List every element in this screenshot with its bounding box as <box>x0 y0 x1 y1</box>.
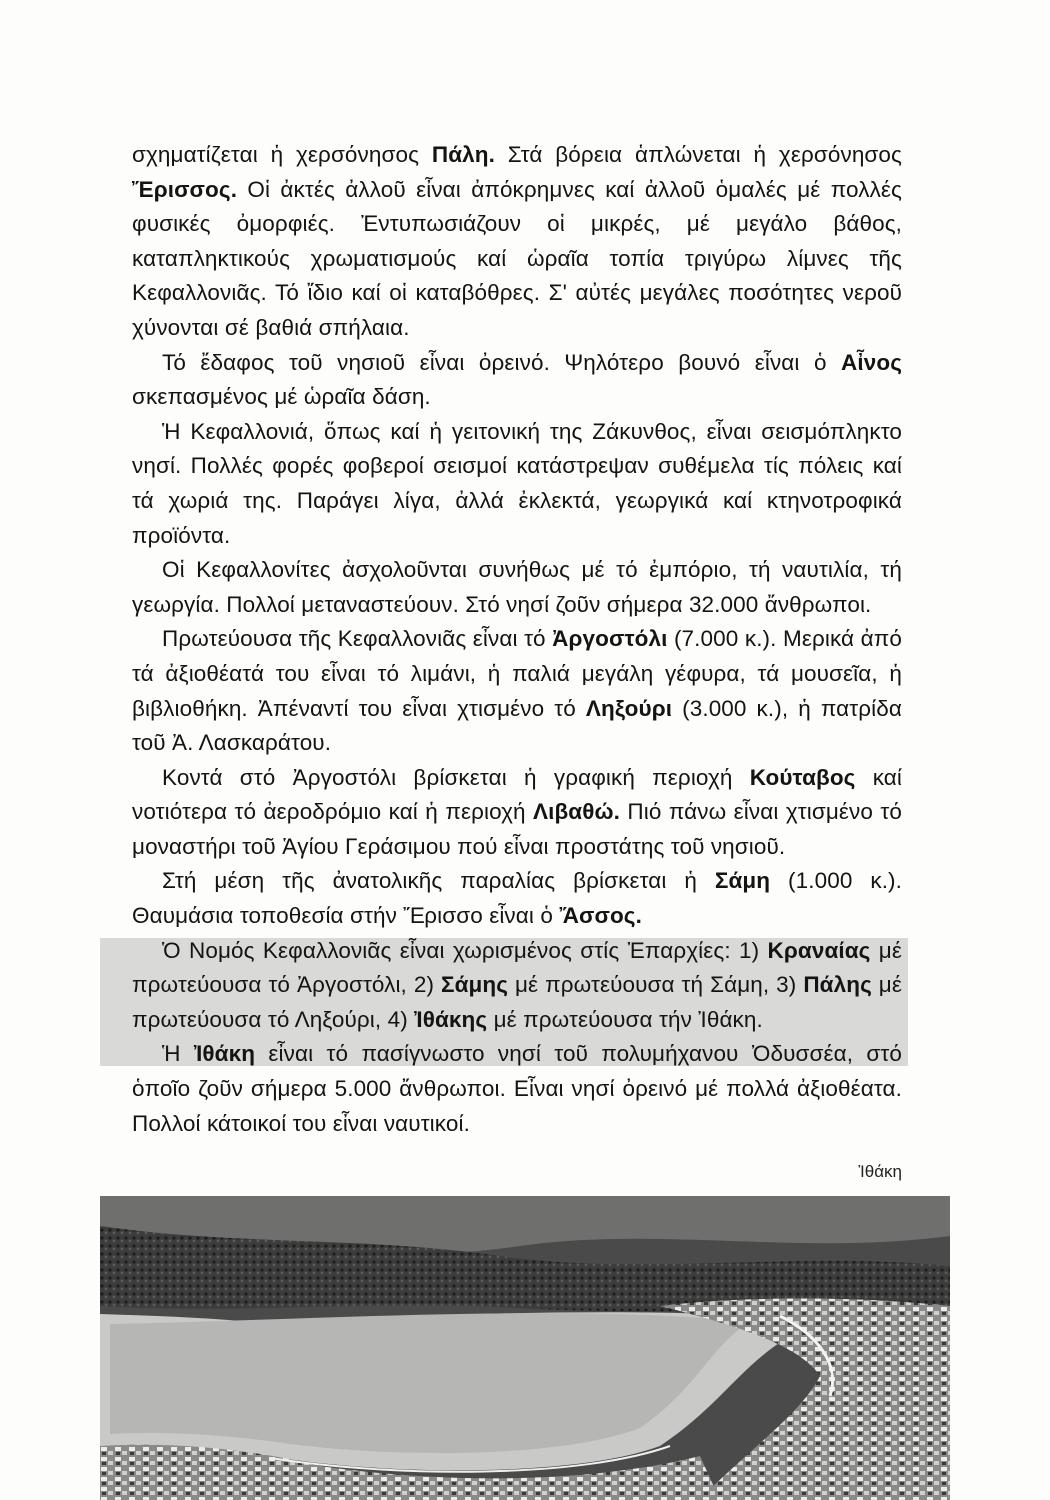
text-run: μέ πρωτεύουσα τήν Ἰθάκη. <box>487 1006 763 1032</box>
bold-term: Πάλη. <box>431 142 495 167</box>
text-run: σχηματίζεται ἡ χερσόνησος <box>132 142 432 167</box>
bold-term: Ἰθάκη <box>193 1041 256 1067</box>
paragraph-7 <box>132 864 902 933</box>
bold-term: Σάμη <box>714 868 771 894</box>
paragraph-4 <box>132 553 902 622</box>
paragraph-1 <box>132 138 902 346</box>
text-run: Οἱ ἀκτές ἀλλοῦ εἶναι ἀπόκρημνες καί ἀλλοῦ ὁμαλές μέ πολλές φυσικές ὀμορφιές. Ἐντυπωσιάζουν οἱ μικρές, μέ μεγάλο βάθος, καταπληκτικούς χρωματισμούς καί ὡραῖα τοπία τριγύρω λίμνες τῆς Κεφαλλονιᾶς. Τό ἴδιο καί οἱ καταβόθρες. Σ' αὐτές μεγάλες ποσότητες νεροῦ χύνονται σέ βαθιά σπήλαια. <box>132 176 902 340</box>
paragraph-6 <box>132 761 902 865</box>
text-run: μέ πρωτεύουσα τή Σάμη, 3) <box>508 972 804 998</box>
bold-term: Κραναίας <box>767 937 871 963</box>
text-run: Οἱ Κεφαλλονίτες ἀσχολοῦνται συνήθως μέ τό ἐμπόριο, τή ναυτιλία, τή γεωργία. Πολλοί μεταναστεύουν. Στό νησί ζοῦν σήμερα 32.000 ἄνθρωποι. <box>132 557 902 617</box>
bold-term: Σάμης <box>441 972 509 998</box>
text-block <box>132 138 902 1141</box>
text-run: Ἡ Κεφαλλονιά, ὅπως καί ἡ γειτονική της Ζάκυνθος, εἶναι σεισμόπληκτο νησί. Πολλές φορές φοβεροί σεισμοί κατάστρεψαν συθέμελα τίς πόλεις καί τά χωριά της. Παράγει λίγα, ἀλλά ἐκλεκτά, γεωργικά καί κτηνοτροφικά προϊόντα. <box>132 418 902 548</box>
paragraph-2 <box>132 346 902 415</box>
bold-term: Ἄσσος. <box>559 903 642 929</box>
bold-term: Ἀργοστόλι <box>552 626 668 652</box>
bold-term: Λιβαθώ. <box>533 799 620 825</box>
paragraph-9 <box>132 1037 902 1141</box>
text-run: Κοντά στό Ἀργοστόλι βρίσκεται ἡ γραφική περιοχή <box>162 764 750 790</box>
text-run: Πρωτεύουσα τῆς Κεφαλλονιᾶς εἶναι τό <box>162 626 553 652</box>
text-run: Στά βόρεια ἁπλώνεται ἡ χερσόνησος <box>494 142 902 167</box>
text-run: εἶναι τό πασίγνωστο νησί τοῦ πολυμήχανου Ὀδυσσέα, στό ὁποῖο ζοῦν σήμερα 5.000 ἄνθρωποι. Εἶναι νησί ὀρεινό μέ πολλά ἀξιοθέατα. Πολλοί κάτοικοί του εἶναι ναυτικοί. <box>132 1041 902 1136</box>
text-run: μέ πρωτεύουσα τό Ἀργοστόλι, 2) <box>132 937 902 998</box>
text-run: (7.000 κ.). Μερικά ἀπό τά ἀξιοθέατά του εἶναι τό λιμάνι, ἡ παλιά μεγάλη γέφυρα, τά μουσεῖα, ἡ βιβλιοθήκη. Ἀπέναντί του εἶναι χτισμένο τό <box>132 626 902 721</box>
ithaca-harbor-photo <box>100 1196 950 1500</box>
text-run: μέ πρωτεύουσα τό Ληξούρι, 4) <box>132 972 903 1032</box>
text-run: (1.000 κ.). Θαυμάσια τοποθεσία στήν Ἔρισσο εἶναι ὁ <box>132 868 902 929</box>
text-run: Πιό πάνω εἶναι χτισμένο τό μοναστήρι τοῦ Ἁγίου Γεράσιμου πού εἶναι προστάτης τοῦ νησιοῦ. <box>132 799 902 859</box>
paragraph-5 <box>132 622 902 760</box>
paragraph-3 <box>132 415 902 553</box>
bold-term: Αἶνος <box>841 349 902 375</box>
bold-term: Ληξούρι <box>585 695 673 721</box>
text-run: Ὁ Νομός Κεφαλλονιᾶς εἶναι χωρισμένος στίς Ἐπαρχίες: 1) <box>162 937 768 963</box>
bold-term: Ἰθάκης <box>414 1006 488 1032</box>
text-run: Στή μέση τῆς ἀνατολικῆς παραλίας βρίσκεται ἡ <box>162 868 715 894</box>
text-run: σκεπασμένος μέ ὡραῖα δάση. <box>132 384 431 410</box>
bold-term: Κούταβος <box>749 764 856 790</box>
text-run: (3.000 κ.), ἡ πατρίδα τοῦ Ἀ. Λασκαράτου. <box>132 695 902 756</box>
text-run: καί νοτιότερα τό ἀεροδρόμιο καί ἡ περιοχή <box>132 764 902 825</box>
photo-caption: Ἰθάκη <box>858 1162 902 1181</box>
text-run: Τό ἔδαφος τοῦ νησιοῦ εἶναι ὀρεινό. Ψηλότερο βουνό εἶναι ὁ <box>162 349 842 375</box>
bold-term: Πάλης <box>803 972 872 998</box>
text-run: Ἡ <box>162 1041 194 1067</box>
bold-term: Ἔρισσος. <box>132 176 238 202</box>
paragraph-8 <box>132 934 902 1038</box>
